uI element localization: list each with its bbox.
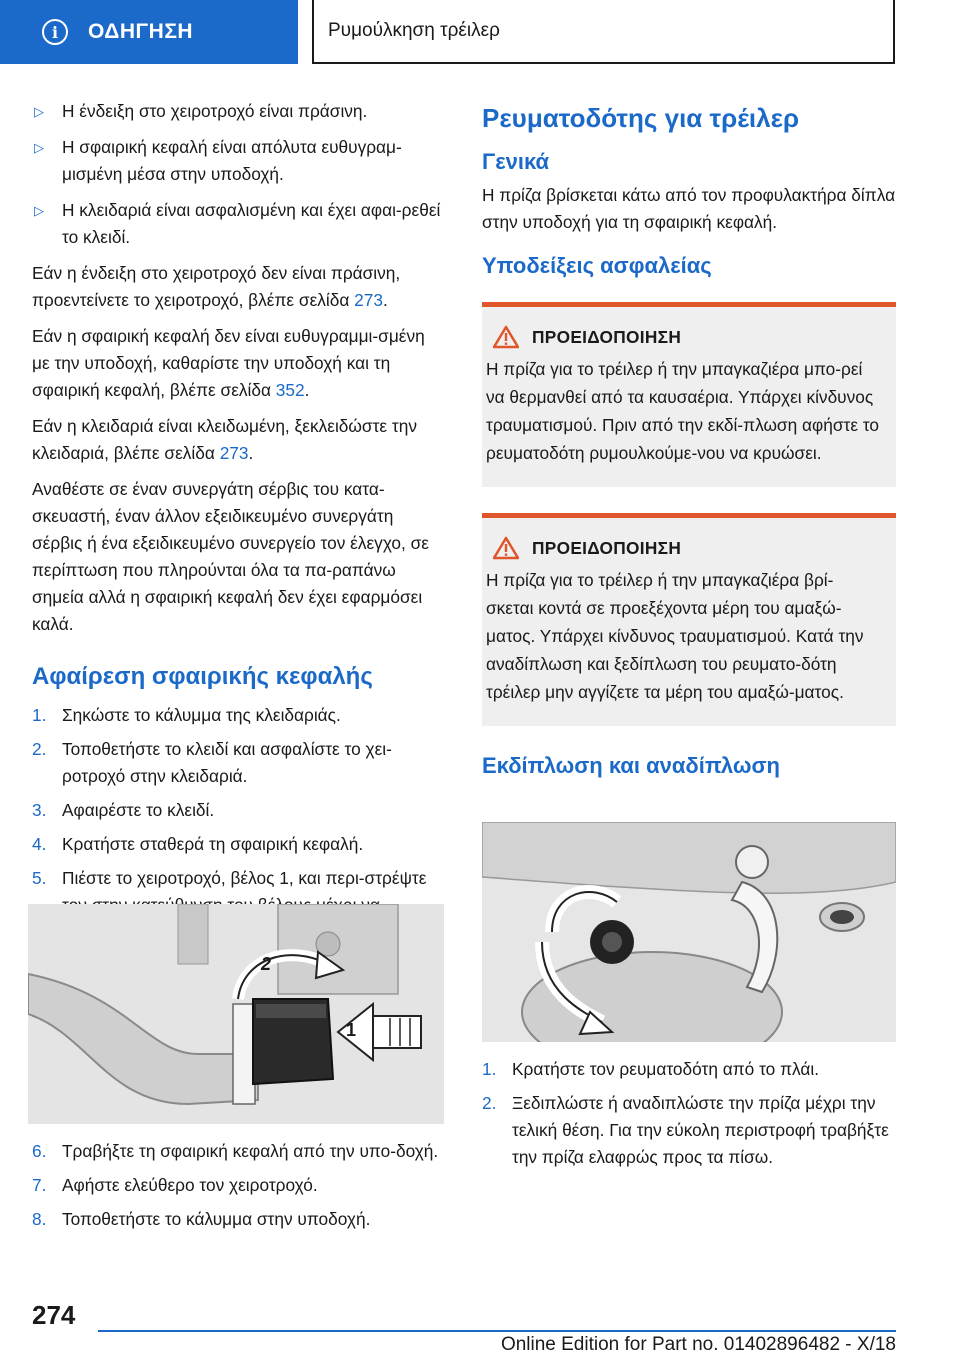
step-number: 3. (32, 800, 47, 820)
triangle-bullet-icon: ▷ (34, 104, 44, 119)
check-item-text: Η κλειδαριά είναι ασφαλισμένη και έχει αφαι-ρεθεί το κλειδί. (62, 200, 441, 247)
step-text: Τραβήξτε τη σφαιρική κεφαλή από την υπο-δοχή. (62, 1141, 439, 1161)
step-number: 2. (482, 1093, 497, 1113)
paragraph-text: Εάν η σφαιρική κεφαλή δεν είναι ευθυγραμμι-σμένη με την υποδοχή, καθαρίστε την υποδοχή και τη σφαιρική κεφαλή, βλέπε σελίδα (32, 326, 425, 400)
warning-triangle-icon (486, 536, 526, 560)
general-text: Η πρίζα βρίσκεται κάτω από τον προφυλακτήρα δίπλα στην υποδοχή για τη σφαιρική κεφαλή. (482, 185, 896, 232)
left-column-lower (32, 1138, 444, 1240)
page-link[interactable]: 352 (275, 380, 305, 400)
triangle-bullet-icon: ▷ (34, 203, 44, 218)
warning-box (482, 513, 896, 726)
fold-heading: Εκδίπλωση και αναδίπλωση (482, 753, 780, 778)
paragraph-end: . (383, 290, 388, 310)
warning-triangle-icon (486, 325, 526, 349)
chapter-heading: Ρευματοδότης για τρέιλερ (482, 103, 800, 133)
trailer-socket-illustration (482, 822, 896, 1042)
check-item (32, 98, 444, 125)
paragraph-text: Εάν η κλειδαριά είναι κλειδωμένη, ξεκλειδώστε την κλειδαριά, βλέπε σελίδα (32, 416, 417, 463)
paragraph (32, 413, 444, 467)
warning-text: Η πρίζα για το τρέιλερ ή την μπαγκαζιέρα βρί-σκεται κοντά σε προεξέχοντα μέρη του αμαξώ-ματος. Υπάρχει κίνδυνος τραυματισμού. Κατά την αναδίπλωση και ξεδίπλωση του ρευματο-δότη τρέιλερ μην αγγίζετε τα μέρη του αμαξώ-ματος. (486, 570, 864, 702)
page-number: 274 (32, 1300, 76, 1330)
edition-note: Online Edition for Part no. 01402896482 - X/18 (500, 1334, 896, 1355)
triangle-bullet-icon: ▷ (34, 140, 44, 155)
step-number: 7. (32, 1175, 47, 1195)
step-number: 6. (32, 1141, 47, 1161)
page-link[interactable]: 273 (219, 443, 249, 463)
step-number: 4. (32, 834, 47, 854)
tow-ball-illustration (28, 904, 444, 1124)
step-text: Κρατήστε σταθερά τη σφαιρική κεφαλή. (62, 834, 364, 854)
left-column (32, 98, 444, 953)
step-number: 8. (32, 1209, 47, 1229)
arrow-label-2: 2 (261, 954, 272, 974)
section-label: ΟΔΗΓΗΣΗ (88, 20, 194, 43)
warning-box (482, 302, 896, 487)
section-tab (0, 0, 298, 64)
page-link[interactable]: 273 (354, 290, 384, 310)
check-item-text: Η ένδειξη στο χειροτροχό είναι πράσινη. (62, 101, 368, 121)
steps-list (32, 1138, 444, 1233)
step-number: 5. (32, 868, 47, 888)
step-text: Πιέστε το χειροτροχό, βέλος 1, και περι-στρέψτε (62, 868, 427, 888)
step-number: 2. (32, 739, 47, 759)
step-text: Κρατήστε τον ρευματοδότη από το πλάι. (512, 1059, 820, 1079)
step-number: 1. (32, 705, 47, 725)
step-text: Ξεδιπλώστε ή αναδιπλώστε την πρίζα μέχρι την τελική θέση. Για την εύκολη περιστροφή τραβήξτε την πρίζα ελαφρώς προς τα πίσω. (512, 1093, 889, 1167)
check-item-text: Η σφαιρική κεφαλή είναι απόλυτα ευθυγραμ-μισμένη μέσα στην υποδοχή. (62, 137, 402, 184)
arrow-label-1: 1 (346, 1020, 357, 1040)
step-item (32, 736, 444, 790)
paragraph-end: . (248, 443, 254, 463)
warning-header (486, 536, 880, 560)
step-item (482, 1056, 896, 1083)
tow-ball-figure (28, 904, 444, 1124)
warning-header (486, 325, 880, 349)
right-column-lower (482, 1056, 896, 1178)
check-item (32, 134, 444, 188)
step-text: Σηκώστε το κάλυμμα της κλειδαριάς. (62, 705, 341, 725)
step-text: Αφήστε ελεύθερο τον χειροτροχό. (62, 1175, 318, 1195)
step-number: 1. (482, 1059, 497, 1079)
step-item (32, 702, 444, 729)
paragraph-text: Εάν η ένδειξη στο χειροτροχό δεν είναι πράσινη, προεντείνετε το χειροτροχό, βλέπε σελίδα (32, 263, 401, 310)
step-item (32, 1172, 444, 1199)
step-item (32, 797, 444, 824)
step-item (32, 1138, 444, 1165)
paragraph: Αναθέστε σε έναν συνεργάτη σέρβις του κατα-σκευαστή, έναν άλλον εξειδικευμένο συνεργάτη σέρβις ή ένα εξειδικευμένο συνεργείο τον έλεγχο, σε περίπτωση που πληρούνται όλα τα πα-ραπάνω σημεία αλλά η σφαιρική κεφαλή δεν έχει εφαρμόσει καλά. (32, 479, 430, 634)
trailer-socket-figure (482, 822, 896, 1042)
section-title: Αφαίρεση σφαιρικής κεφαλής (32, 663, 373, 690)
footer-divider (98, 1330, 896, 1332)
paragraph-end: . (304, 380, 310, 400)
step-item (482, 1090, 896, 1171)
check-item (32, 197, 444, 251)
step-item (32, 1206, 444, 1233)
chapter-title: Ρυμούλκηση τρέιλερ (312, 0, 895, 64)
right-column (482, 102, 896, 786)
steps-list (482, 1056, 896, 1171)
step-text: Τοποθετήστε το κάλυμμα στην υποδοχή. (62, 1209, 371, 1229)
step-text: Τοποθετήστε το κλειδί και ασφαλίστε το χει-ροτροχό στην κλειδαριά. (62, 739, 392, 786)
general-heading: Γενικά (482, 149, 550, 174)
paragraph (32, 323, 444, 404)
info-icon: i (42, 19, 68, 45)
step-item (32, 831, 444, 858)
warning-title: ΠΡΟΕΙΔΟΠΟΙΗΣΗ (532, 326, 682, 347)
safety-heading: Υποδείξεις ασφαλείας (482, 253, 712, 278)
warning-text: Η πρίζα για το τρέιλερ ή την μπαγκαζιέρα μπο-ρεί να θερμανθεί από τα καυσαέρια. Υπάρχει κίνδυνος τραυματισμού. Πριν από την εκδί-πλωση αφήστε το ρευματοδότη ρυμουλκούμε-νου να κρυώσει. (486, 359, 880, 463)
warning-title: ΠΡΟΕΙΔΟΠΟΙΗΣΗ (532, 537, 682, 558)
paragraph (32, 260, 444, 314)
step-text: Αφαιρέστε το κλειδί. (62, 800, 215, 820)
